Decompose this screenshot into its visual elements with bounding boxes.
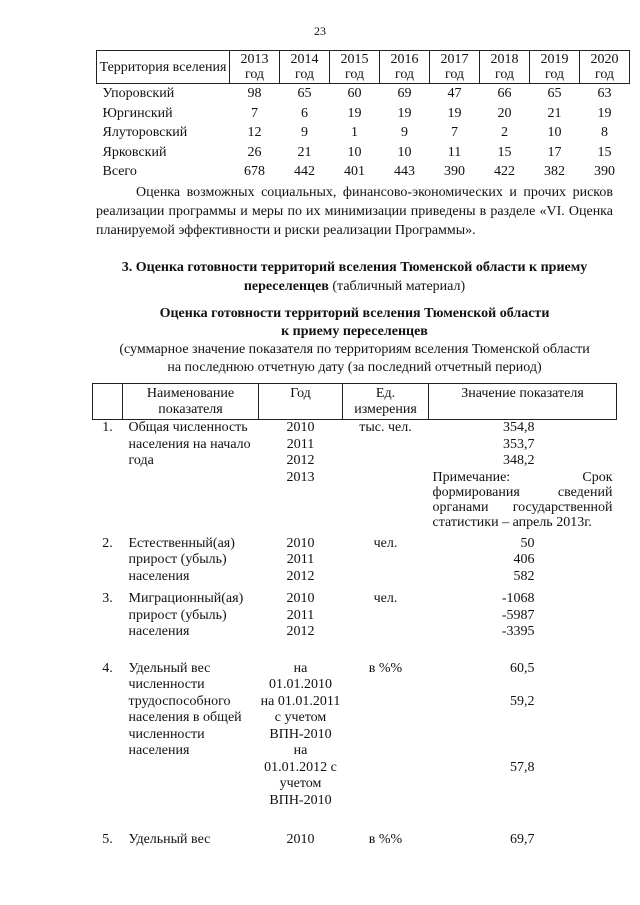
table-cell: 65 <box>297 86 312 101</box>
table-cell: 19 <box>447 105 462 121</box>
value-item: 582 <box>513 568 535 584</box>
table-cell: 382 <box>544 164 565 179</box>
header-name: Наименование показателя <box>123 384 259 420</box>
value-item: 69,7 <box>510 831 535 847</box>
readiness-table <box>92 383 617 854</box>
header-year-2018 <box>480 51 530 84</box>
row-number: 1. <box>102 420 113 435</box>
indicator-years <box>259 591 343 641</box>
year-value: 2012 <box>286 453 315 468</box>
table-cell: 390 <box>594 164 615 179</box>
table-cell: 19 <box>597 105 612 121</box>
indicator-years <box>259 832 343 849</box>
table-header-row <box>97 51 630 84</box>
year-value: 2010 <box>286 535 315 551</box>
indicator-years <box>259 661 343 826</box>
table-cell: 7 <box>251 105 258 121</box>
table-title-line-4: на последнюю отчетную дату (за последний отчетный период) <box>167 360 542 375</box>
table-cell: 47 <box>447 86 462 101</box>
header-value: Значение показателя <box>429 384 617 420</box>
table-row <box>97 162 630 182</box>
table-cell: 9 <box>401 125 408 140</box>
indicator-unit: тыс. чел. <box>359 420 412 435</box>
value-item: 406 <box>513 552 535 567</box>
indicator-name: Удельный вес численности трудоспособного населения в общей численности населения <box>128 660 242 758</box>
header-year-value: 2014 <box>290 52 319 67</box>
year-value: 2013 <box>286 469 315 485</box>
table-cell: 12 <box>247 125 262 140</box>
value-item: -5987 <box>501 607 535 623</box>
table-cell: 442 <box>294 164 315 179</box>
indicator-unit: в %% <box>368 660 403 676</box>
header-year-value: 2018 <box>490 52 519 67</box>
table-cell: 422 <box>494 164 515 179</box>
header-num <box>93 384 123 420</box>
header-year-2013 <box>230 51 280 84</box>
header-year-unit: год <box>244 67 265 82</box>
row-number: 5. <box>102 831 113 847</box>
indicator-unit: чел. <box>373 535 398 551</box>
header-year-unit: год <box>444 67 465 82</box>
territory-name: Ярковский <box>102 144 167 160</box>
territory-name: Ялуторовский <box>102 125 188 140</box>
table-cell: 390 <box>444 164 465 179</box>
header-year-2020 <box>580 51 630 84</box>
header-year-unit: год <box>394 67 415 82</box>
header-year-unit: год <box>344 67 365 82</box>
risks-paragraph: Оценка возможных социальных, финансово-экономических и прочих рисков реализации программы и меры по их минимизации приведены в разделе «VI. Оценка планируемой эффективности и риски реализации Программы». <box>96 185 613 238</box>
table-row <box>93 591 617 641</box>
indicator-unit: в %% <box>368 831 403 847</box>
value-item: 60,5 <box>510 660 535 676</box>
table-cell: 15 <box>597 144 612 160</box>
table-title-line-1: Оценка готовности территорий вселения Тюменской области <box>159 306 550 321</box>
spacer-row <box>93 647 617 661</box>
table-title-line-3: (суммарное значение показателя по территориям вселения Тюменской области <box>119 342 590 357</box>
indicator-name: Общая численность населения на начало года <box>128 420 251 468</box>
table-row <box>97 143 630 163</box>
table-title-line-2: к приему переселенцев <box>281 324 428 339</box>
header-year-unit: год <box>594 67 615 82</box>
table-cell: 8 <box>601 125 608 140</box>
table-cell: 26 <box>247 144 262 160</box>
note-text: Примечание: Срок формирования сведений органами государственной статистики – апрель 2013г. <box>432 469 613 530</box>
table-cell: 10 <box>547 125 562 140</box>
table-row <box>93 420 617 530</box>
table-row <box>93 661 617 826</box>
table-cell: 2 <box>501 125 508 140</box>
indicator-values <box>429 591 617 641</box>
year-value: 2010 <box>286 831 315 847</box>
year-value: 2010 <box>286 420 315 435</box>
header-year-value: 2019 <box>540 52 569 67</box>
table-row <box>97 84 630 104</box>
table-cell: 19 <box>397 105 412 121</box>
header-year-unit: год <box>544 67 565 82</box>
indicator-years <box>259 420 343 530</box>
year-value: 2011 <box>286 607 315 623</box>
year-value: 2011 <box>286 436 315 452</box>
territory-name: Юргинский <box>102 105 173 121</box>
section-3-heading: 3. Оценка готовности территорий вселения Тюменской области к приему переселенцев (табличный материал) <box>121 260 588 294</box>
header-year-value: 2016 <box>390 52 419 67</box>
table-cell: 98 <box>247 86 262 101</box>
indicator-values <box>429 536 617 586</box>
indicator-name: Удельный вес <box>128 831 211 847</box>
table-cell: 60 <box>347 86 362 101</box>
table-cell: 19 <box>347 105 362 121</box>
year-value: 2011 <box>286 552 315 567</box>
year-value: 2012 <box>286 624 315 639</box>
year-value: 2012 <box>286 568 315 584</box>
row-number: 4. <box>102 660 113 676</box>
readiness-header-row <box>93 384 617 420</box>
header-year-value: 2020 <box>590 52 619 67</box>
row-gap <box>93 848 617 854</box>
table-cell: 1 <box>351 125 358 140</box>
table-row <box>93 536 617 586</box>
indicator-name: Естественный(ая) прирост (убыль) населения <box>128 535 235 584</box>
header-year-unit: год <box>294 67 315 82</box>
header-year-2015 <box>330 51 380 84</box>
header-year-value: 2017 <box>440 52 469 67</box>
indicator-unit: чел. <box>373 591 398 606</box>
header-year: Год <box>259 384 343 420</box>
header-year-value: 2015 <box>340 52 369 67</box>
value-item: -3395 <box>501 624 535 639</box>
table-cell: 11 <box>447 144 462 160</box>
table-cell: 7 <box>451 125 458 140</box>
table-row <box>93 832 617 849</box>
value-item: 354,8 <box>503 420 535 435</box>
year-value: на 01.01.2011 с учетом ВПН-2010 <box>260 693 341 742</box>
row-number: 3. <box>102 591 113 606</box>
header-year-2017 <box>430 51 480 84</box>
value-item: 57,8 <box>510 759 535 775</box>
indicator-years <box>259 536 343 586</box>
header-year-2016 <box>380 51 430 84</box>
value-item: 50 <box>520 535 535 551</box>
header-unit: Ед. измерения <box>343 384 429 420</box>
table-cell: 65 <box>547 86 562 101</box>
row-gap-cell <box>93 848 617 854</box>
table-cell: 69 <box>397 86 412 101</box>
header-year-2014 <box>280 51 330 84</box>
table-row <box>97 104 630 124</box>
table-cell: 63 <box>597 86 612 101</box>
territory-years-table <box>96 50 630 182</box>
table-title <box>96 305 613 377</box>
header-year-value: 2013 <box>240 52 269 67</box>
table-cell: 17 <box>547 144 562 160</box>
table-cell: 10 <box>347 144 362 160</box>
table-cell: 9 <box>301 125 308 140</box>
value-item: 353,7 <box>503 436 535 452</box>
table-cell: 443 <box>394 164 415 179</box>
table-cell: 66 <box>497 86 512 101</box>
indicator-values <box>429 832 617 849</box>
table-cell: 10 <box>397 144 412 160</box>
header-territory: Территория вселения <box>97 51 230 84</box>
table-cell: 15 <box>497 144 512 160</box>
table-cell: 678 <box>244 164 265 179</box>
row-number: 2. <box>102 535 113 551</box>
table-row <box>97 123 630 143</box>
value-item: -1068 <box>501 591 535 606</box>
territory-name: Упоровский <box>102 86 175 101</box>
value-item: 348,2 <box>503 453 535 468</box>
year-value: на 01.01.2010 <box>269 660 332 692</box>
table-cell: 20 <box>497 105 512 121</box>
indicator-values <box>429 420 617 530</box>
indicator-values <box>429 661 617 826</box>
table-cell: 21 <box>547 105 562 121</box>
value-item: 59,2 <box>510 693 535 709</box>
year-value: на 01.01.2012 с учетом ВПН-2010 <box>264 743 337 808</box>
table-cell: 401 <box>344 164 365 179</box>
page-number: 23 <box>314 24 326 38</box>
header-year-unit: год <box>494 67 515 82</box>
table-cell: 21 <box>297 144 312 160</box>
year-value: 2010 <box>286 591 315 606</box>
territory-name: Всего <box>102 164 137 179</box>
spacer-cell <box>93 647 617 661</box>
indicator-name: Миграционный(ая) прирост (убыль) населения <box>128 591 244 639</box>
header-year-2019 <box>530 51 580 84</box>
table-cell: 6 <box>301 105 308 121</box>
